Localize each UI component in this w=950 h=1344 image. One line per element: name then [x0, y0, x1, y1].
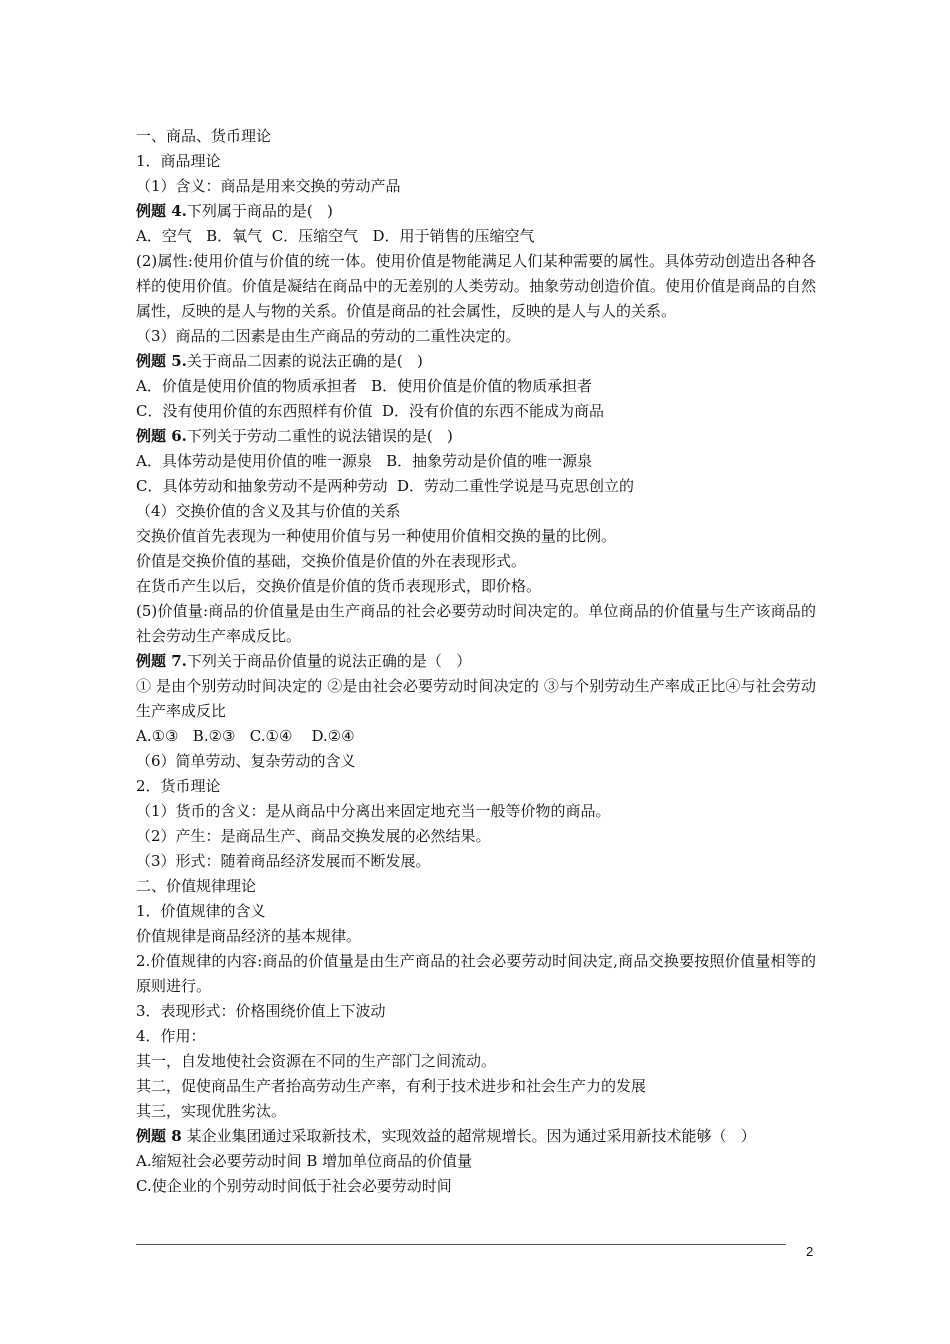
line-text: 在货币产生以后，交换价值是价值的货币表现形式，即价格。 — [136, 577, 542, 595]
text-line — [136, 724, 816, 749]
line-text: 2.价值规律的内容:商品的价值量是由生产商品的社会必要劳动时间决定,商品交换要按照价值量相等的原则进行。 — [136, 952, 816, 995]
line-text: C．没有使用价值的东西照样有价值 D．没有价值的东西不能成为商品 — [136, 402, 605, 420]
document-body — [136, 124, 816, 1199]
line-text: 4．作用： — [136, 1027, 206, 1045]
line-text: （2）产生：是商品生产、商品交换发展的必然结果。 — [136, 827, 491, 845]
line-text: （4）交换价值的含义及其与价值的关系 — [136, 502, 401, 520]
text-line — [136, 424, 816, 449]
text-line — [136, 124, 816, 149]
text-line — [136, 549, 816, 574]
line-text: 下列关于商品价值量的说法正确的是（ ） — [186, 652, 472, 670]
text-line — [136, 449, 816, 474]
text-line — [136, 199, 816, 224]
text-line — [136, 874, 816, 899]
text-line — [136, 1099, 816, 1124]
line-text: 价值规律是商品经济的基本规律。 — [136, 927, 362, 945]
line-text: 其一，自发地使社会资源在不同的生产部门之间流动。 — [136, 1052, 497, 1070]
example-label: 例题 8 — [136, 1127, 182, 1145]
line-text: 2．货币理论 — [136, 777, 221, 795]
text-line — [136, 924, 816, 949]
text-line — [136, 1024, 816, 1049]
line-text: C.使企业的个别劳动时间低于社会必要劳动时间 — [136, 1177, 452, 1195]
text-line — [136, 899, 816, 924]
line-text: C．具体劳动和抽象劳动不是两种劳动 D．劳动二重性学说是马克思创立的 — [136, 477, 635, 495]
page-number: 2 — [806, 1244, 814, 1259]
text-line — [136, 949, 816, 999]
example-label: 例题 7. — [136, 652, 187, 670]
text-line — [136, 324, 816, 349]
text-line — [136, 574, 816, 599]
line-text: （3）商品的二因素是由生产商品的劳动的二重性决定的。 — [136, 327, 521, 345]
text-line — [136, 499, 816, 524]
line-text: （1）货币的含义：是从商品中分离出来固定地充当一般等价物的商品。 — [136, 802, 611, 820]
line-text: （1）含义：商品是用来交换的劳动产品 — [136, 177, 401, 195]
text-line — [136, 174, 816, 199]
text-line — [136, 799, 816, 824]
example-label: 例题 4. — [136, 202, 187, 220]
line-text: (5)价值量:商品的价值量是由生产商品的社会必要劳动时间决定的。单位商品的价值量与生产该商品的社会劳动生产率成反比。 — [136, 602, 816, 645]
line-text: 其三，实现优胜劣汰。 — [136, 1102, 287, 1120]
text-line — [136, 599, 816, 649]
line-text: 下列关于劳动二重性的说法错误的是( ) — [186, 427, 453, 445]
line-text: ① 是由个别劳动时间决定的 ②是由社会必要劳动时间决定的 ③与个别劳动生产率成正比④与社会劳动生产率成反比 — [136, 677, 816, 720]
line-text: （3）形式：随着商品经济发展而不断发展。 — [136, 852, 431, 870]
line-text: (2)属性:使用价值与价值的统一体。使用价值是物能满足人们某种需要的属性。具体劳动创造出各种各样的使用价值。价值是凝结在商品中的无差别的人类劳动。抽象劳动创造价值。使用价值是商品的自然属性，反映的是人与物的关系。价值是商品的社会属性，反映的是人与人的关系。 — [136, 252, 816, 320]
text-line — [136, 849, 816, 874]
text-line — [136, 1174, 816, 1199]
text-line — [136, 649, 816, 674]
text-line — [136, 1074, 816, 1099]
text-line — [136, 249, 816, 324]
line-text: 一、商品、货币理论 — [136, 127, 272, 145]
text-line — [136, 374, 816, 399]
example-label: 例题 5. — [136, 352, 187, 370]
line-text: A.①③ B.②③ C.①④ D.②④ — [136, 727, 355, 745]
text-line — [136, 399, 816, 424]
text-line — [136, 1149, 816, 1174]
line-text: 1．商品理论 — [136, 152, 221, 170]
line-text: 3．表现形式：价格围绕价值上下波动 — [136, 1002, 386, 1020]
line-text: 其二，促使商品生产者抬高劳动生产率，有利于技术进步和社会生产力的发展 — [136, 1077, 647, 1095]
line-text: 1．价值规律的含义 — [136, 902, 266, 920]
line-text: A．价值是使用价值的物质承担者 B．使用价值是价值的物质承担者 — [136, 377, 593, 395]
text-line — [136, 474, 816, 499]
text-line — [136, 524, 816, 549]
text-line — [136, 224, 816, 249]
text-line — [136, 999, 816, 1024]
line-text: A.缩短社会必要劳动时间 B 增加单位商品的价值量 — [136, 1152, 473, 1170]
text-line — [136, 1049, 816, 1074]
text-line — [136, 674, 816, 724]
line-text: A．空气 B．氧气 C．压缩空气 D．用于销售的压缩空气 — [136, 227, 535, 245]
line-text: 价值是交换价值的基础，交换价值是价值的外在表现形式。 — [136, 552, 527, 570]
text-line — [136, 774, 816, 799]
footer-divider — [136, 1244, 786, 1245]
text-line — [136, 1124, 816, 1149]
line-text: 某企业集团通过采取新技术，实现效益的超常规增长。因为通过采用新技术能够（ ） — [181, 1127, 756, 1145]
text-line — [136, 349, 816, 374]
text-line — [136, 824, 816, 849]
text-line — [136, 749, 816, 774]
text-line — [136, 149, 816, 174]
line-text: 交换价值首先表现为一种使用价值与另一种使用价值相交换的量的比例。 — [136, 527, 617, 545]
line-text: 二、价值规律理论 — [136, 877, 257, 895]
example-label: 例题 6. — [136, 427, 187, 445]
line-text: （6）简单劳动、复杂劳动的含义 — [136, 752, 356, 770]
line-text: 下列属于商品的是( ) — [186, 202, 333, 220]
line-text: A．具体劳动是使用价值的唯一源泉 B．抽象劳动是价值的唯一源泉 — [136, 452, 593, 470]
line-text: 关于商品二因素的说法正确的是( ) — [186, 352, 423, 370]
